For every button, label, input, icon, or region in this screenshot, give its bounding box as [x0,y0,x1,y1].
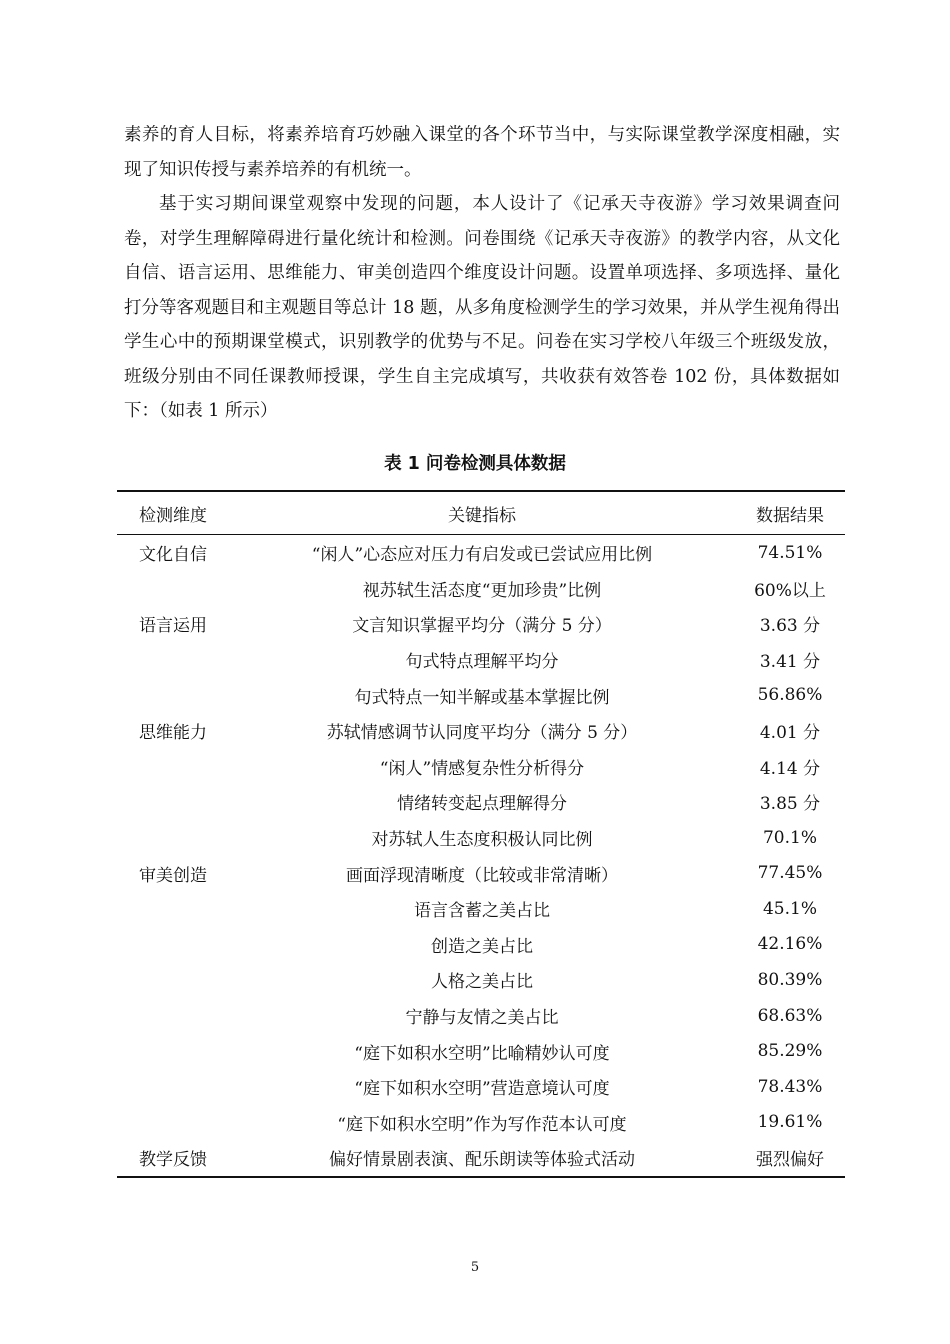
header-dimension: 检测维度 [139,505,207,526]
cell-result: 85.29% [757,1041,823,1062]
cell-dimension [117,571,229,607]
cell-dimension [117,642,229,678]
cell-result: 60%以上 [754,580,826,601]
table-row [117,891,845,927]
table-row [117,820,845,856]
cell-indicator: “庭下如积水空明”作为写作范本认可度 [337,1114,627,1135]
cell-dimension [117,1105,229,1141]
cell-indicator: 偏好情景剧表演、配乐朗读等体验式活动 [329,1150,635,1171]
cell-indicator: 句式特点一知半解或基本掌握比例 [354,687,610,708]
cell-result: 4.01 分 [759,723,821,744]
table-row [117,784,845,820]
cell-indicator: 宁静与友情之美占比 [405,1008,559,1029]
cell-dimension: 教学反馈 [139,1150,207,1171]
cell-indicator: 人格之美占比 [431,972,533,993]
cell-result: 4.14 分 [759,758,821,779]
cell-dimension: 思维能力 [139,723,207,744]
cell-indicator: “闲人”心态应对压力有启发或已尝试应用比例 [311,545,653,566]
cell-dimension [117,927,229,963]
cell-indicator: 语言含蓄之美占比 [414,901,550,922]
cell-result: 80.39% [757,969,823,990]
table-row [117,855,845,891]
cell-indicator: “庭下如积水空明”比喻精妙认可度 [354,1043,610,1064]
cell-indicator: “庭下如积水空明”营造意境认可度 [354,1079,610,1100]
table-row [117,571,845,607]
cell-result: 70.1% [762,827,817,848]
cell-result: 3.63 分 [759,616,821,637]
cell-dimension [117,891,229,927]
page-number: 5 [470,1260,480,1275]
cell-dimension: 文化自信 [139,545,207,566]
cell-indicator: 句式特点理解平均分 [405,652,559,673]
body-text [124,118,840,429]
table-row [117,1033,845,1069]
cell-indicator: 视苏轼生活态度“更加珍贵”比例 [362,580,602,601]
cell-dimension [117,1069,229,1105]
cell-indicator: 创造之美占比 [431,936,533,957]
cell-dimension: 审美创造 [139,865,207,886]
table-row [117,927,845,963]
cell-result: 42.16% [757,934,823,955]
cell-indicator: 对苏轼人生态度积极认同比例 [371,830,593,851]
cell-result: 19.61% [757,1112,823,1133]
cell-dimension [117,1033,229,1069]
table-row [117,1069,845,1105]
cell-result: 3.41 分 [759,652,821,673]
cell-result: 68.63% [757,1005,823,1026]
header-result: 数据结果 [756,505,824,526]
paragraph-2: 基于实习期间课堂观察中发现的问题，本人设计了《记承天寺夜游》学习效果调查问卷，对学生理解障碍进行量化统计和检测。问卷围绕《记承天寺夜游》的教学内容，从文化自信、语言运用、思维能力、审美创造四个维度设计问题。设置单项选择、多项选择、量化打分等客观题目和主观题目等总计 18 题，从多角度检测学生的学习效果，并从学生视角得出学生心中的预期课堂模式，识别教学的优势与不足。问卷在实习学校八年级三个班级发放，班级分别由不同任课教师授课，学生自主完成填写，共收获有效答卷 102 份，具体数据如下：（如表 1 所示） [124,194,840,421]
cell-indicator: 苏轼情感调节认同度平均分（满分 5 分） [326,723,638,744]
cell-dimension [117,962,229,998]
header-indicator: 关键指标 [448,505,516,526]
cell-indicator: 文言知识掌握平均分（满分 5 分） [352,616,612,637]
cell-dimension [117,998,229,1034]
table-row [117,535,845,571]
cell-result: 56.86% [757,685,823,706]
cell-indicator: “闲人”情感复杂性分析得分 [379,758,585,779]
cell-indicator: 画面浮现清晰度（比较或非常清晰） [346,865,618,886]
table-row [117,713,845,749]
table-row [117,642,845,678]
survey-data-table [117,490,845,1178]
table-row [117,1140,845,1177]
table-caption: 表 1 问卷检测具体数据 [384,454,566,474]
paragraph-1: 素养的育人目标，将素养培育巧妙融入课堂的各个环节当中，与实际课堂教学深度相融，实现了知识传授与素养培养的有机统一。 [124,125,840,180]
table-row [117,606,845,642]
cell-dimension: 语言运用 [139,616,207,637]
cell-indicator: 情绪转变起点理解得分 [397,794,567,815]
cell-result: 77.45% [757,863,823,884]
table-header-row [117,491,845,535]
table-row [117,962,845,998]
table-row [117,1105,845,1141]
cell-result: 74.51% [757,542,823,563]
cell-result: 强烈偏好 [756,1150,824,1171]
cell-result: 3.85 分 [759,794,821,815]
cell-dimension [117,749,229,785]
table-row [117,998,845,1034]
cell-result: 45.1% [762,898,817,919]
cell-dimension [117,677,229,713]
cell-dimension [117,784,229,820]
table-row [117,677,845,713]
cell-result: 78.43% [757,1076,823,1097]
cell-dimension [117,820,229,856]
table-row [117,749,845,785]
